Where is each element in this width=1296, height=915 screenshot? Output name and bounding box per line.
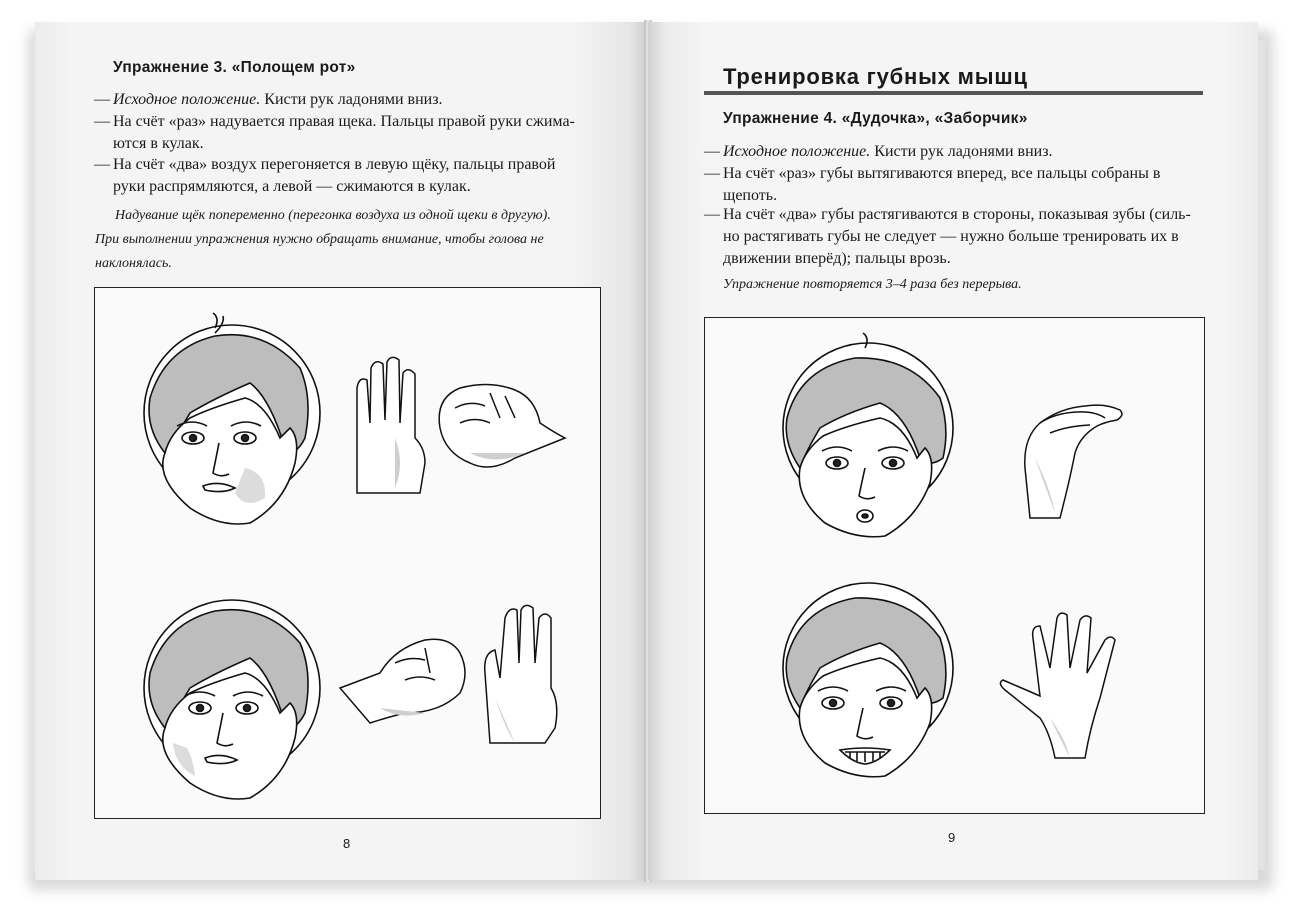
- right-step-2: [704, 163, 1203, 207]
- step-text: На счёт «раз» губы вытягиваются вперед, все пальцы собраны в: [723, 165, 1161, 182]
- dash: —: [704, 206, 720, 223]
- step-text: ются в кулак.: [113, 135, 204, 152]
- step-text: Кисти рук ладонями вниз.: [264, 91, 443, 108]
- left-page: [35, 22, 647, 880]
- page-number-left: 8: [343, 836, 351, 851]
- step-text: движении вперёд); пальцы врозь.: [723, 250, 951, 267]
- dash: —: [94, 91, 110, 108]
- illustration-drawing: [705, 318, 1204, 813]
- step-lead: Исходное положение.: [723, 143, 871, 160]
- step-text: На счёт «два» губы растягиваются в стороны, показывая зубы (силь-: [723, 206, 1191, 223]
- note-line: При выполнении упражнения нужно обращать внимание, чтобы голова не: [95, 232, 544, 247]
- step-text: руки распрямляются, а левой — сжимаются в кулак.: [113, 178, 471, 195]
- dash: —: [704, 165, 720, 182]
- hand-open-bottom: [485, 605, 557, 743]
- chapter-rule: [704, 91, 1203, 95]
- exercise-4-illustration: [704, 317, 1205, 814]
- note-line: наклонялась.: [95, 256, 172, 271]
- step-lead: Исходное положение.: [113, 91, 261, 108]
- dash: —: [704, 143, 720, 160]
- face-smile-teeth: [783, 583, 953, 777]
- step-text: Кисти рук ладонями вниз.: [874, 143, 1053, 160]
- exercise-4-title: Упражнение 4. «Дудочка», «Заборчик»: [723, 110, 1028, 127]
- left-step-1: [94, 89, 599, 111]
- step-text: но растягивать губы не следует — нужно больше тренировать их в: [723, 228, 1179, 245]
- illustration-drawing: [95, 288, 600, 818]
- dash: —: [94, 156, 110, 173]
- exercise-3-illustration: [94, 287, 601, 819]
- note-line: Надувание щёк попеременно (перегонка воздуха из одной щеки в другую).: [115, 208, 551, 223]
- face-puffed-left: [144, 600, 320, 799]
- step-text: На счёт «два» воздух перегоняется в левую щёку, пальцы правой: [113, 156, 556, 173]
- right-step-3: [704, 204, 1203, 270]
- dash: —: [94, 113, 110, 130]
- right-page: [648, 22, 1258, 880]
- right-note: [723, 273, 1203, 297]
- step-text: щепоть.: [723, 187, 778, 204]
- hand-fist-bottom: [340, 639, 465, 723]
- left-step-2: [94, 111, 599, 155]
- left-note: [95, 204, 600, 276]
- left-step-3: [94, 154, 599, 198]
- step-text: На счёт «раз» надувается правая щека. Пальцы правой руки сжима-: [113, 113, 575, 130]
- hand-open-top: [357, 357, 425, 493]
- page-number-right: 9: [948, 830, 956, 845]
- hand-fist-top: [439, 384, 565, 467]
- face-pucker: [783, 333, 953, 537]
- hand-pinch: [1025, 405, 1122, 518]
- face-puffed-right: [144, 313, 320, 524]
- exercise-3-title: Упражнение 3. «Полощем рот»: [113, 59, 356, 76]
- right-step-1: [704, 141, 1203, 163]
- note-line: Упражнение повторяется 3–4 раза без перерыва.: [723, 277, 1022, 292]
- chapter-title: Тренировка губных мышц: [723, 64, 1028, 89]
- hand-spread: [1000, 613, 1115, 758]
